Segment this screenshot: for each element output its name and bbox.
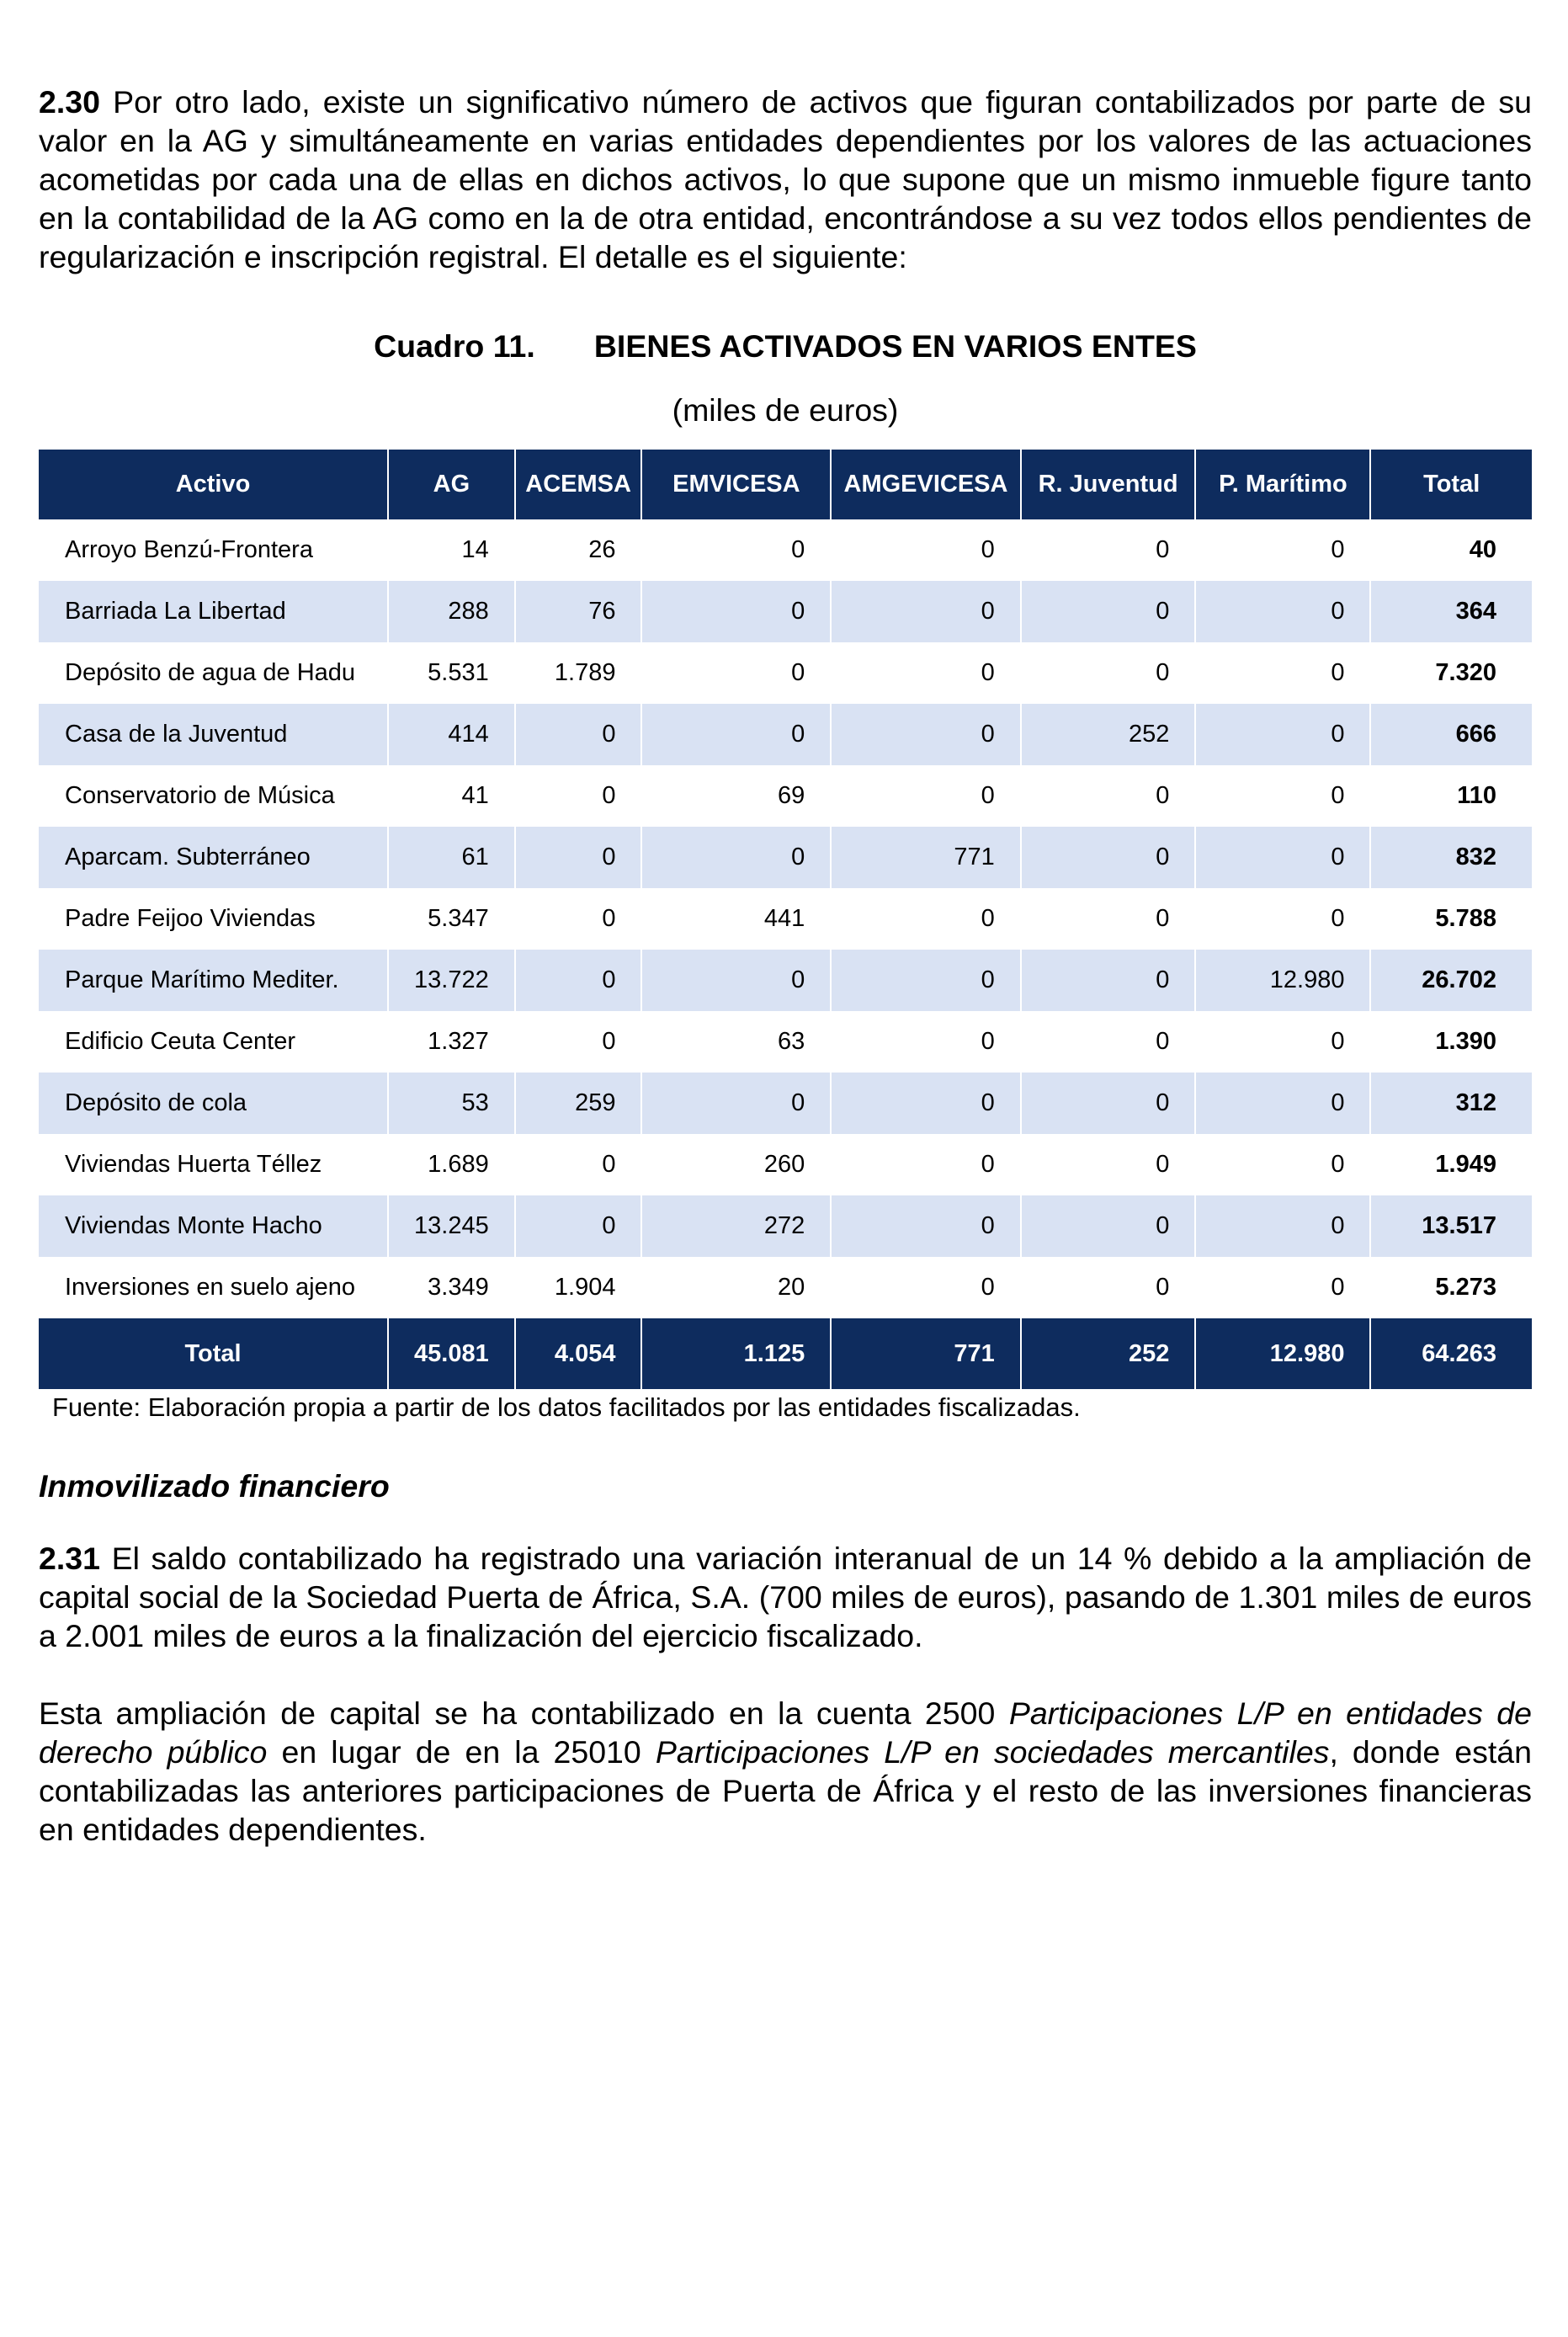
table-row xyxy=(39,519,1532,581)
total-cell: 252 xyxy=(1021,1318,1196,1389)
table-units: (miles de euros) xyxy=(672,392,899,428)
column-header: Activo xyxy=(39,450,388,519)
row-total-cell: 5.273 xyxy=(1435,1274,1496,1301)
row-total-cell: 666 xyxy=(1370,704,1532,765)
value-cell: 0 xyxy=(515,765,642,827)
value-cell: 0 xyxy=(1195,765,1370,827)
table-source: Fuente: Elaboración propia a partir de los datos facilitados por las entidades fiscalizadas. xyxy=(52,1392,1081,1422)
value-cell: 0 xyxy=(1195,1195,1370,1257)
column-header: AMGEVICESA xyxy=(831,450,1021,519)
value-cell: 20 xyxy=(641,1257,831,1318)
value-cell: 0 xyxy=(515,704,642,765)
value-cell: 0 xyxy=(515,1011,642,1073)
value-cell: 0 xyxy=(831,642,1021,704)
value-cell: 0 xyxy=(641,519,831,581)
value-cell: 0 xyxy=(831,704,1021,765)
value-cell: 63 xyxy=(641,1011,831,1073)
asset-name-cell: Parque Marítimo Mediter. xyxy=(39,950,388,1011)
value-cell: 0 xyxy=(1021,827,1196,888)
value-cell: 0 xyxy=(831,1195,1021,1257)
value-cell: 0 xyxy=(641,950,831,1011)
value-cell: 259 xyxy=(515,1073,642,1134)
value-cell: 0 xyxy=(1195,704,1370,765)
caption-number: Cuadro 11. xyxy=(374,328,535,364)
value-cell: 5.531 xyxy=(388,642,515,704)
value-cell: 76 xyxy=(515,581,642,642)
table-row xyxy=(39,1011,1532,1073)
value-cell: 13.722 xyxy=(388,950,515,1011)
table-row xyxy=(39,704,1532,765)
table-row xyxy=(39,1195,1532,1257)
asset-name-cell: Casa de la Juventud xyxy=(39,704,388,765)
value-cell: 771 xyxy=(831,827,1021,888)
value-cell: 0 xyxy=(515,950,642,1011)
paragraph-text: en lugar de en la 25010 xyxy=(267,1734,656,1770)
value-cell: 441 xyxy=(641,888,831,950)
asset-name-cell: Viviendas Monte Hacho xyxy=(39,1195,388,1257)
column-header: EMVICESA xyxy=(641,450,831,519)
table-body xyxy=(39,519,1532,1318)
row-total-cell: 5.788 xyxy=(1435,905,1496,932)
total-cell: 771 xyxy=(831,1318,1021,1389)
value-cell: 0 xyxy=(641,827,831,888)
caption-title: BIENES ACTIVADOS EN VARIOS ENTES xyxy=(593,328,1197,364)
paragraph-text: , donde están contabilizadas las anteriores participaciones de Puerta de África y el resto de las inversiones financieras en entidades dependientes. xyxy=(39,1734,1532,1847)
table-row xyxy=(39,765,1532,827)
row-total-cell: 364 xyxy=(1370,581,1532,642)
value-cell: 0 xyxy=(1021,950,1196,1011)
total-cell: 64.263 xyxy=(1370,1318,1532,1389)
table-row xyxy=(39,950,1532,1011)
value-cell: 3.349 xyxy=(388,1257,515,1318)
column-header: P. Marítimo xyxy=(1195,450,1370,519)
column-header: R. Juventud xyxy=(1021,450,1196,519)
table-row xyxy=(39,1134,1532,1195)
value-cell: 0 xyxy=(1195,1257,1370,1318)
value-cell: 0 xyxy=(1021,1257,1196,1318)
assets-table xyxy=(39,450,1532,1389)
row-total-cell: 7.320 xyxy=(1435,659,1496,686)
table-row xyxy=(39,642,1532,704)
value-cell: 61 xyxy=(388,827,515,888)
row-total-cell: 13.517 xyxy=(1370,1195,1532,1257)
paragraph-2-30 xyxy=(39,83,1532,276)
row-total-cell: 312 xyxy=(1370,1073,1532,1134)
value-cell: 0 xyxy=(831,1011,1021,1073)
value-cell: 0 xyxy=(831,1134,1021,1195)
table-header-row xyxy=(39,450,1532,519)
value-cell: 12.980 xyxy=(1195,950,1370,1011)
asset-name-cell: Depósito de agua de Hadu xyxy=(39,642,388,704)
row-total-cell: 110 xyxy=(1457,782,1496,809)
table-row xyxy=(39,1257,1532,1318)
value-cell: 0 xyxy=(515,1134,642,1195)
column-header: ACEMSA xyxy=(515,450,642,519)
asset-name-cell: Depósito de cola xyxy=(39,1073,388,1134)
table-row xyxy=(39,888,1532,950)
value-cell: 0 xyxy=(641,642,831,704)
document-page xyxy=(39,83,1532,1849)
asset-name-cell: Aparcam. Subterráneo xyxy=(39,827,388,888)
value-cell: 5.347 xyxy=(388,888,515,950)
value-cell: 0 xyxy=(641,581,831,642)
value-cell: 0 xyxy=(831,1257,1021,1318)
value-cell: 0 xyxy=(831,519,1021,581)
value-cell: 69 xyxy=(641,765,831,827)
table-row xyxy=(39,581,1532,642)
value-cell: 0 xyxy=(1195,1134,1370,1195)
row-total-cell: 832 xyxy=(1370,827,1532,888)
value-cell: 414 xyxy=(388,704,515,765)
value-cell: 1.904 xyxy=(515,1257,642,1318)
value-cell: 1.689 xyxy=(388,1134,515,1195)
value-cell: 0 xyxy=(1021,1011,1196,1073)
value-cell: 26 xyxy=(515,519,642,581)
table-total-row xyxy=(39,1318,1532,1389)
paragraph-capital xyxy=(39,1694,1532,1849)
value-cell: 0 xyxy=(831,581,1021,642)
value-cell: 0 xyxy=(1195,519,1370,581)
value-cell: 0 xyxy=(1021,642,1196,704)
asset-name-cell: Inversiones en suelo ajeno xyxy=(39,1257,388,1318)
value-cell: 0 xyxy=(1195,827,1370,888)
value-cell: 0 xyxy=(1021,581,1196,642)
value-cell: 1.789 xyxy=(515,642,642,704)
value-cell: 252 xyxy=(1021,704,1196,765)
paragraph-number: 2.30 xyxy=(39,84,100,120)
value-cell: 0 xyxy=(1021,1134,1196,1195)
total-cell: Total xyxy=(39,1318,388,1389)
value-cell: 41 xyxy=(388,765,515,827)
paragraph-text: El saldo contabilizado ha registrado una variación interanual de un 14 % debido a la ampliación de capital social de la Sociedad Puerta de África, S.A. (700 miles de euros), pasando de 1.301 miles de euros a 2.001 miles de euros a la finalización del ejercicio fiscalizado. xyxy=(39,1541,1532,1653)
value-cell: 0 xyxy=(515,1195,642,1257)
row-total-cell: 40 xyxy=(1469,536,1496,563)
asset-name-cell: Conservatorio de Música xyxy=(39,765,388,827)
table-caption xyxy=(39,327,1532,365)
paragraph-2-31 xyxy=(39,1539,1532,1655)
value-cell: 0 xyxy=(641,1073,831,1134)
total-cell: 12.980 xyxy=(1195,1318,1370,1389)
value-cell: 13.245 xyxy=(388,1195,515,1257)
value-cell: 0 xyxy=(641,704,831,765)
value-cell: 0 xyxy=(1021,1073,1196,1134)
value-cell: 0 xyxy=(831,950,1021,1011)
value-cell: 272 xyxy=(641,1195,831,1257)
value-cell: 0 xyxy=(1195,1073,1370,1134)
table-row xyxy=(39,1073,1532,1134)
row-total-cell: 1.949 xyxy=(1435,1151,1496,1178)
value-cell: 0 xyxy=(1195,581,1370,642)
account-name-25010: Participaciones L/P en sociedades mercantiles xyxy=(655,1734,1330,1770)
value-cell: 288 xyxy=(388,581,515,642)
value-cell: 0 xyxy=(1021,519,1196,581)
total-cell: 45.081 xyxy=(388,1318,515,1389)
paragraph-number: 2.31 xyxy=(39,1541,100,1576)
account-name-2500: Participaciones L/P en entidades de derecho público xyxy=(39,1696,1532,1770)
total-cell: 4.054 xyxy=(515,1318,642,1389)
asset-name-cell: Padre Feijoo Viviendas xyxy=(39,888,388,950)
value-cell: 0 xyxy=(831,765,1021,827)
total-cell: 1.125 xyxy=(641,1318,831,1389)
value-cell: 0 xyxy=(831,1073,1021,1134)
section-heading: Inmovilizado financiero xyxy=(39,1468,390,1504)
value-cell: 0 xyxy=(515,888,642,950)
value-cell: 0 xyxy=(831,888,1021,950)
asset-name-cell: Barriada La Libertad xyxy=(39,581,388,642)
value-cell: 0 xyxy=(1195,642,1370,704)
table-row xyxy=(39,827,1532,888)
value-cell: 0 xyxy=(1195,1011,1370,1073)
paragraph-text: Esta ampliación de capital se ha contabilizado en la cuenta 2500 xyxy=(39,1696,1009,1731)
value-cell: 0 xyxy=(1021,765,1196,827)
asset-name-cell: Arroyo Benzú-Frontera xyxy=(39,519,388,581)
value-cell: 0 xyxy=(1195,888,1370,950)
value-cell: 0 xyxy=(515,827,642,888)
value-cell: 260 xyxy=(641,1134,831,1195)
value-cell: 0 xyxy=(1021,888,1196,950)
value-cell: 0 xyxy=(1021,1195,1196,1257)
value-cell: 53 xyxy=(388,1073,515,1134)
value-cell: 1.327 xyxy=(388,1011,515,1073)
row-total-cell: 1.390 xyxy=(1435,1028,1496,1055)
asset-name-cell: Viviendas Huerta Téllez xyxy=(39,1134,388,1195)
paragraph-text: Por otro lado, existe un significativo número de activos que figuran contabilizados por parte de su valor en la AG y simultáneamente en varias entidades dependientes por los valores de las actuaciones acometidas por cada una de ellas en dichos activos, lo que supone que un mismo inmueble figure tanto en la contabilidad de la AG como en la de otra entidad, encontrándose a su vez todos ellos pendientes de regularización e inscripción registral. El detalle es el siguiente: xyxy=(39,84,1532,274)
value-cell: 14 xyxy=(388,519,515,581)
column-header: Total xyxy=(1370,450,1532,519)
row-total-cell: 26.702 xyxy=(1370,950,1532,1011)
column-header: AG xyxy=(388,450,515,519)
asset-name-cell: Edificio Ceuta Center xyxy=(39,1011,388,1073)
